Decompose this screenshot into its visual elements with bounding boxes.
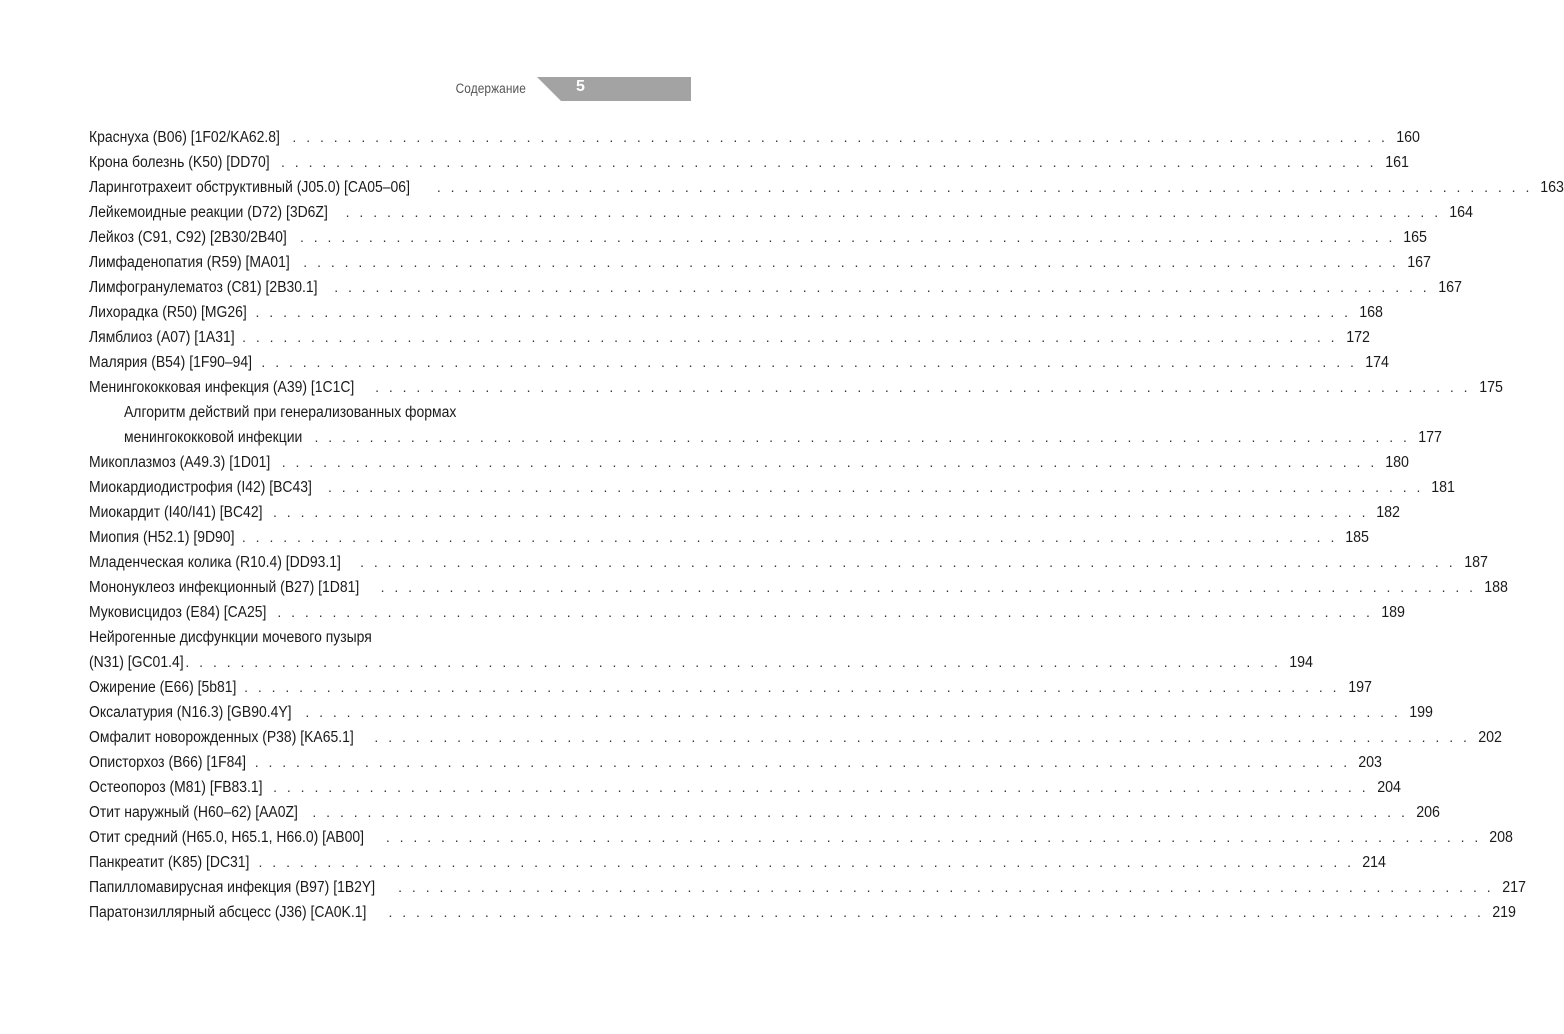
toc-page-number: 199 [1408,704,1433,721]
toc-subentry[interactable] [89,425,1442,450]
toc-page-number: 180 [1385,454,1410,471]
toc-entry-title: Омфалит новорожденных (P38) [KA65.1] [89,729,354,746]
dot-leader: . . . . . . . . . . . . . . . . . . . . . . . . . . . . . . . . . . . . . . . . . . . . . . . . . . . . . . . . . . . . . . . . . . . . . . . . . . . . . . . . [312,804,1408,820]
toc-entry-title: Менингококковая инфекция (A39) [1C1C] [89,379,355,396]
toc-page-number: 175 [1478,379,1503,396]
toc-page-number: 174 [1365,354,1389,371]
dot-leader: . . . . . . . . . . . . . . . . . . . . . . . . . . . . . . . . . . . . . . . . . . . . . . . . . . . . . . . . . . . . . . . . . . . . . . . . . . . . . . . . [299,229,1396,245]
dot-leader: . . . . . . . . . . . . . . . . . . . . . . . . . . . . . . . . . . . . . . . . . . . . . . . . . . . . . . . . . . . . . . . . . . . . . . . . . . . . . . . . [244,679,1340,695]
toc-entry-title: Миокардиодистрофия (I42) [BC43] [89,479,312,496]
toc-entry-title: Отит наружный (H60–62) [AA0Z] [89,804,298,821]
toc-page-number: 163 [1540,179,1564,196]
toc-page-number: 182 [1376,504,1401,521]
toc-subentry[interactable] [89,400,580,425]
toc-entry[interactable] [89,200,1474,225]
toc-entry-title: (N31) [GC01.4] [89,654,184,671]
dot-leader: . . . . . . . . . . . . . . . . . . . . . . . . . . . . . . . . . . . . . . . . . . . . . . . . . . . . . . . . . . . . . . . . . . . . . . . . . . . . . . . . [360,554,1456,570]
toc-page-number: 160 [1396,129,1420,146]
toc-entry[interactable] [89,825,1514,850]
dot-leader: . . . . . . . . . . . . . . . . . . . . . . . . . . . . . . . . . . . . . . . . . . . . . . . . . . . . . . . . . . . . . . . . . . . . . . . . . . . . . . . . [273,504,1369,520]
toc-entry[interactable] [89,650,1313,675]
dot-leader: . . . . . . . . . . . . . . . . . . . . . . . . . . . . . . . . . . . . . . . . . . . . . . . . . . . . . . . . . . . . . . . . . . . . . . . . . . . . . . . . [281,454,1378,470]
toc-entry-title: Лейкоз (C91, C92) [2B30/2B40] [89,229,287,246]
toc-entry[interactable] [89,375,1503,400]
toc-entry[interactable] [89,700,1433,725]
dot-leader: . . . . . . . . . . . . . . . . . . . . . . . . . . . . . . . . . . . . . . . . . . . . . . . . . . . . . . . . . . . . . . . . . . . . . . . . . . . . . . . . [241,529,1338,545]
dot-leader: . . . . . . . . . . . . . . . . . . . . . . . . . . . . . . . . . . . . . . . . . . . . . . . . . . . . . . . . . . . . . . . . . . . . . . . . . . . . . . . . [375,379,1471,395]
toc-entry-title: Отит средний (H65.0, H65.1, H66.0) [AB00] [89,829,365,846]
toc-entry[interactable] [89,625,580,650]
toc-entry-title: Муковисцидоз (E84) [CA25] [89,604,267,621]
toc-page-number: 161 [1384,154,1409,171]
dot-leader: . . . . . . . . . . . . . . . . . . . . . . . . . . . . . . . . . . . . . . . . . . . . . . . . . . . . . . . . . . . . . . . . . . . . . . . . . . . . . . . . [281,154,1377,170]
dot-leader: . . . . . . . . . . . . . . . . . . . . . . . . . . . . . . . . . . . . . . . . . . . . . . . . . . . . . . . . . . . . . . . . . . . . . . . . . . . . . . . . [261,354,1357,370]
page-number-tab [537,77,691,101]
toc-entry[interactable] [89,150,1409,175]
toc-entry-title: Миокардит (I40/I41) [BC42] [89,504,263,521]
toc-entry[interactable] [89,125,1420,150]
dot-leader: . . . . . . . . . . . . . . . . . . . . . . . . . . . . . . . . . . . . . . . . . . . . . . . . . . . . . . . . . . . . . . . . . . . . . . . . . . . . . . . . [258,854,1354,870]
table-of-contents [89,125,1564,925]
toc-page-number: 177 [1418,429,1442,446]
toc-entry[interactable] [89,250,1431,275]
toc-entry-title: Ожирение (E66) [5b81] [89,679,237,696]
toc-entry[interactable] [89,450,1410,475]
dot-leader: . . . . . . . . . . . . . . . . . . . . . . . . . . . . . . . . . . . . . . . . . . . . . . . . . . . . . . . . . . . . . . . . . . . . . . . . . . . . . . . . [254,754,1351,770]
toc-page-number: 187 [1463,554,1488,571]
toc-page-number: 172 [1345,329,1370,346]
dot-leader: . . . . . . . . . . . . . . . . . . . . . . . . . . . . . . . . . . . . . . . . . . . . . . . . . . . . . . . . . . . . . . . . . . . . . . . . . . . . . . . . [185,654,1281,670]
toc-page-number: 203 [1358,754,1383,771]
toc-page-number: 206 [1416,804,1440,821]
dot-leader: . . . . . . . . . . . . . . . . . . . . . . . . . . . . . . . . . . . . . . . . . . . . . . . . . . . . . . . . . . . . . . . . . . . . . . . . . . . . . . . . [385,829,1482,845]
toc-entry[interactable] [89,525,1370,550]
dot-leader: . . . . . . . . . . . . . . . . . . . . . . . . . . . . . . . . . . . . . . . . . . . . . . . . . . . . . . . . . . . . . . . . . . . . . . . . . . . . . . . . [273,779,1369,795]
toc-entry-title: Младенческая колика (R10.4) [DD93.1] [89,554,341,571]
toc-entry[interactable] [89,500,1401,525]
dot-leader: . . . . . . . . . . . . . . . . . . . . . . . . . . . . . . . . . . . . . . . . . . . . . . . . . . . . . . . . . . . . . . . . . . . . . . . . . . . . . . . . [292,129,1388,145]
toc-page-number: 197 [1347,679,1372,696]
toc-entry-title: Крона болезнь (K50) [DD70] [89,154,270,171]
toc-entry-title: Мононуклеоз инфекционный (B27) [1D81] [89,579,360,596]
toc-page-number: 194 [1289,654,1313,671]
toc-page-number: 185 [1345,529,1370,546]
dot-leader: . . . . . . . . . . . . . . . . . . . . . . . . . . . . . . . . . . . . . . . . . . . . . . . . . . . . . . . . . . . . . . . . . . . . . . . . . . . . . . . . [380,579,1477,595]
toc-page-number: 219 [1492,904,1516,921]
toc-page-number: 167 [1406,254,1431,271]
dot-leader: . . . . . . . . . . . . . . . . . . . . . . . . . . . . . . . . . . . . . . . . . . . . . . . . . . . . . . . . . . . . . . . . . . . . . . . . . . . . . . . . [398,879,1494,895]
toc-entry[interactable] [89,875,1526,900]
toc-entry-title: Лямблиоз (A07) [1A31] [89,329,235,346]
toc-entry[interactable] [89,300,1383,325]
toc-page-number: 165 [1403,229,1428,246]
toc-entry-title: Микоплазмоз (A49.3) [1D01] [89,454,271,471]
toc-entry[interactable] [89,225,1428,250]
toc-entry-title: Алгоритм действий при генерализованных формах [124,404,457,421]
toc-entry[interactable] [89,800,1440,825]
toc-entry[interactable] [89,775,1401,800]
toc-entry-title: Ларинготрахеит обструктивный (J05.0) [CA05–06] [89,179,410,196]
dot-leader: . . . . . . . . . . . . . . . . . . . . . . . . . . . . . . . . . . . . . . . . . . . . . . . . . . . . . . . . . . . . . . . . . . . . . . . . . . . . . . . . [277,604,1373,620]
toc-entry-title: Папилломавирусная инфекция (B97) [1B2Y] [89,879,376,896]
toc-entry-title: Миопия (H52.1) [9D90] [89,529,235,546]
toc-entry-title: Лейкемоидные реакции (D72) [3D6Z] [89,204,328,221]
toc-entry-title: Паратонзиллярный абсцесс (J36) [CA0K.1] [89,904,367,921]
dot-leader: . . . . . . . . . . . . . . . . . . . . . . . . . . . . . . . . . . . . . . . . . . . . . . . . . . . . . . . . . . . . . . . . . . . . . . . . . . . . . . . . [305,704,1401,720]
dot-leader: . . . . . . . . . . . . . . . . . . . . . . . . . . . . . . . . . . . . . . . . . . . . . . . . . . . . . . . . . . . . . . . . . . . . . . . . . . . . . . . . [303,254,1399,270]
running-header [0,77,691,101]
toc-entry[interactable] [89,725,1502,750]
toc-entry-title: Лимфаденопатия (R59) [MA01] [89,254,290,271]
toc-entry-title: Малярия (B54) [1F90–94] [89,354,253,371]
dot-leader: . . . . . . . . . . . . . . . . . . . . . . . . . . . . . . . . . . . . . . . . . . . . . . . . . . . . . . . . . . . . . . . . . . . . . . . . . . . . . . . . [255,304,1351,320]
toc-entry-title: Нейрогенные дисфункции мочевого пузыря [89,629,372,646]
toc-entry-title: менингококковой инфекции [124,429,303,446]
toc-entry[interactable] [89,175,1564,200]
toc-entry[interactable] [89,275,1462,300]
toc-page-number: 204 [1376,779,1401,796]
toc-page-number: 181 [1431,479,1456,496]
toc-entry[interactable] [89,550,1488,575]
dot-leader: . . . . . . . . . . . . . . . . . . . . . . . . . . . . . . . . . . . . . . . . . . . . . . . . . . . . . . . . . . . . . . . . . . . . . . . . . . . . . . . . [388,904,1484,920]
section-title: Содержание [455,81,526,96]
toc-entry[interactable] [89,675,1372,700]
toc-page-number: 189 [1381,604,1405,621]
toc-page-number: 167 [1437,279,1462,296]
dot-leader: . . . . . . . . . . . . . . . . . . . . . . . . . . . . . . . . . . . . . . . . . . . . . . . . . . . . . . . . . . . . . . . . . . . . . . . . . . . . . . . . [314,429,1410,445]
toc-page-number: 208 [1489,829,1514,846]
dot-leader: . . . . . . . . . . . . . . . . . . . . . . . . . . . . . . . . . . . . . . . . . . . . . . . . . . . . . . . . . . . . . . . . . . . . . . . . . . . . . . . . [436,179,1533,195]
toc-entry-title: Оксалатурия (N16.3) [GB90.4Y] [89,704,292,721]
toc-page-number: 217 [1501,879,1526,896]
dot-leader: . . . . . . . . . . . . . . . . . . . . . . . . . . . . . . . . . . . . . . . . . . . . . . . . . . . . . . . . . . . . . . . . . . . . . . . . . . . . . . . . [345,204,1442,220]
toc-page-number: 164 [1449,204,1474,221]
toc-entry[interactable] [89,325,1370,350]
toc-entry-title: Лихорадка (R50) [MG26] [89,304,247,321]
dot-leader: . . . . . . . . . . . . . . . . . . . . . . . . . . . . . . . . . . . . . . . . . . . . . . . . . . . . . . . . . . . . . . . . . . . . . . . . . . . . . . . . [242,329,1338,345]
toc-entry[interactable] [89,900,1516,925]
toc-entry-title: Описторхоз (B66) [1F84] [89,754,246,771]
toc-page-number: 168 [1359,304,1383,321]
toc-entry[interactable] [89,850,1386,875]
page-number: 5 [576,78,585,95]
toc-entry[interactable] [89,600,1405,625]
dot-leader: . . . . . . . . . . . . . . . . . . . . . . . . . . . . . . . . . . . . . . . . . . . . . . . . . . . . . . . . . . . . . . . . . . . . . . . . . . . . . . . . [374,729,1470,745]
toc-entry-title: Краснуха (B06) [1F02/KA62.8] [89,129,280,146]
dot-leader: . . . . . . . . . . . . . . . . . . . . . . . . . . . . . . . . . . . . . . . . . . . . . . . . . . . . . . . . . . . . . . . . . . . . . . . . . . . . . . . . [334,279,1430,295]
toc-entry[interactable] [89,750,1383,775]
toc-page-number: 214 [1362,854,1386,871]
toc-entry[interactable] [89,350,1389,375]
toc-page-number: 188 [1484,579,1509,596]
dot-leader: . . . . . . . . . . . . . . . . . . . . . . . . . . . . . . . . . . . . . . . . . . . . . . . . . . . . . . . . . . . . . . . . . . . . . . . . . . . . . . . . [327,479,1424,495]
toc-entry[interactable] [89,575,1509,600]
toc-entry-title: Лимфогранулематоз (C81) [2B30.1] [89,279,318,296]
toc-entry-title: Панкреатит (K85) [DC31] [89,854,250,871]
toc-page-number: 202 [1478,729,1502,746]
toc-entry-title: Остеопороз (M81) [FB83.1] [89,779,263,796]
toc-entry[interactable] [89,475,1456,500]
